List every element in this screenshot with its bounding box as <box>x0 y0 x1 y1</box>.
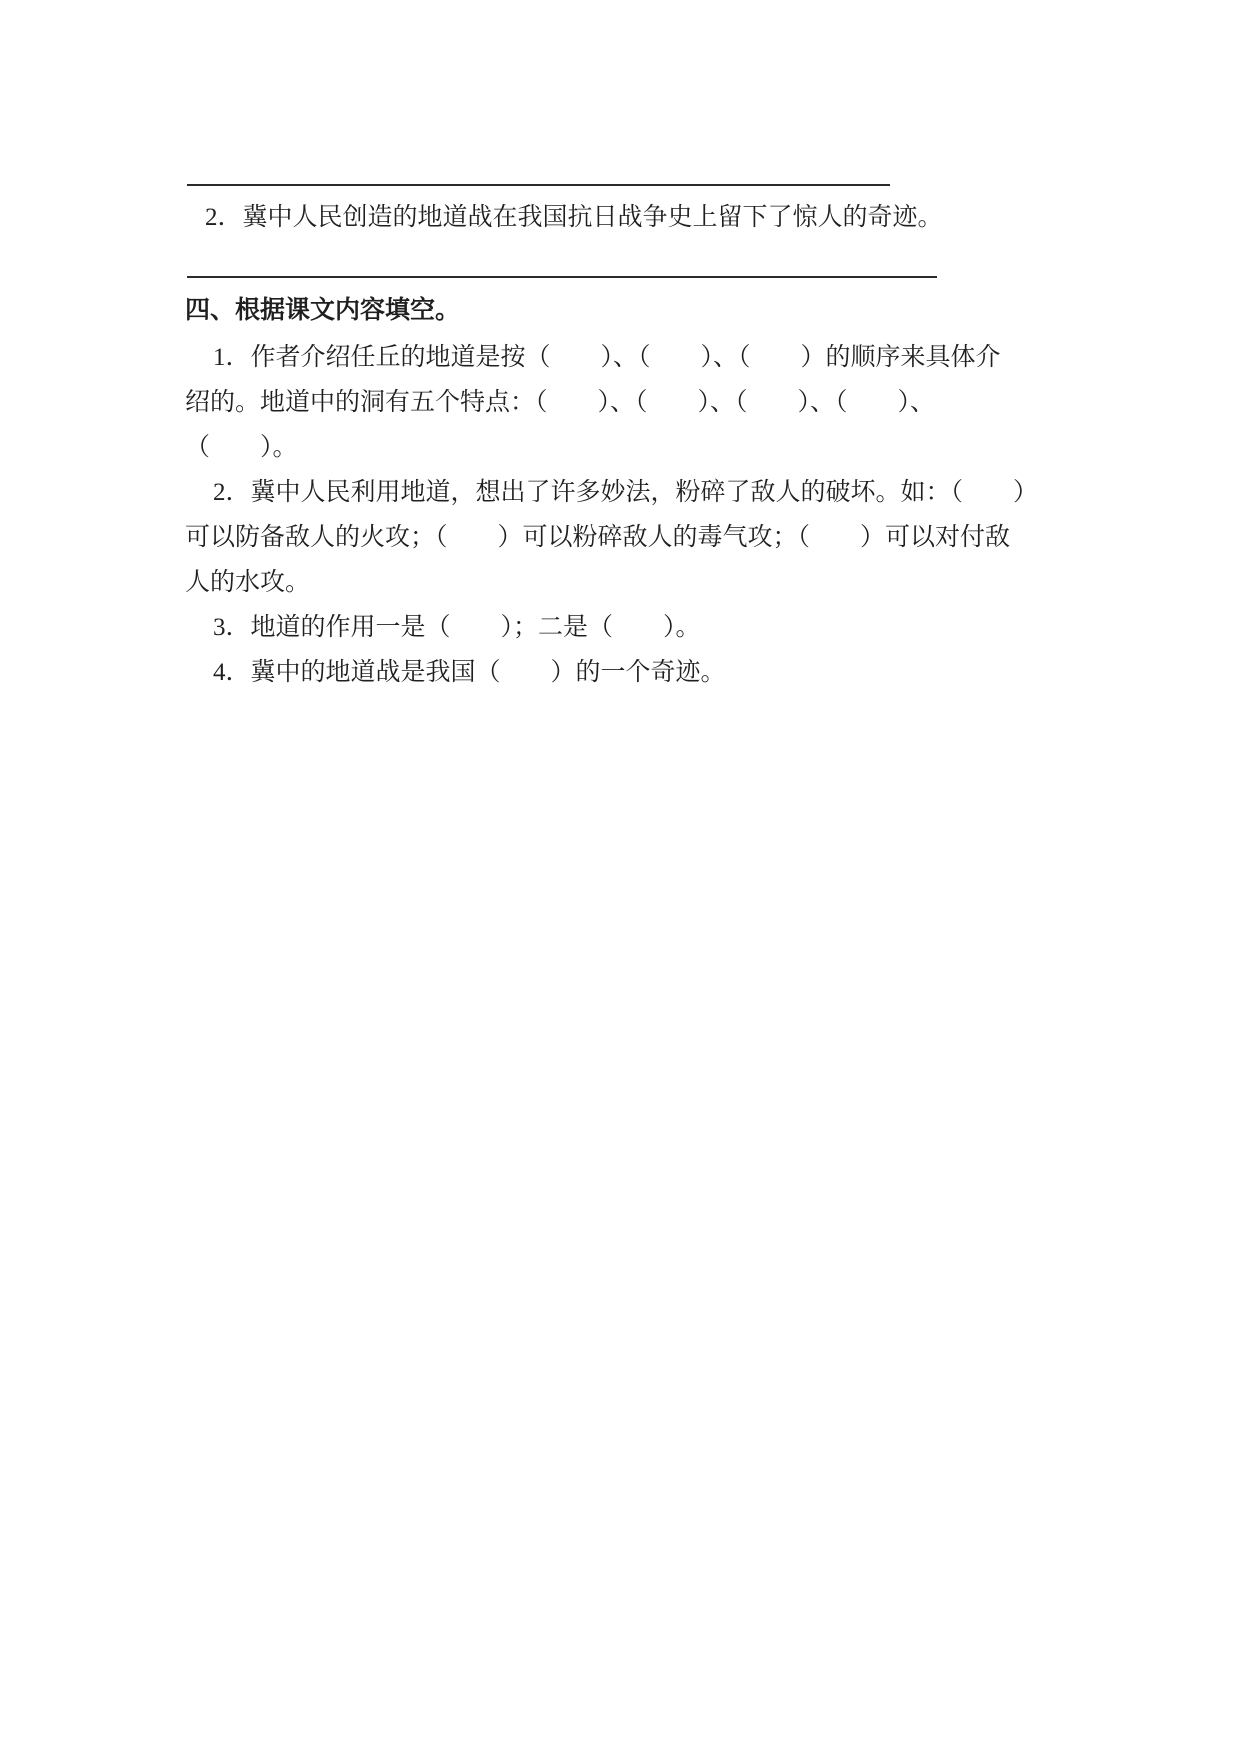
exercise-item-2-sentence: 2．冀中人民创造的地道战在我国抗日战争史上留下了惊人的奇迹。 <box>205 204 943 231</box>
question-4-line-1: 4．冀中的地道战是我国（ ）的一个奇迹。 <box>213 659 726 686</box>
question-2-line-1: 2．冀中人民利用地道，想出了许多妙法，粉碎了敌人的破坏。如：（ ） <box>213 479 1039 506</box>
question-1-line-2: 绍的。地道中的洞有五个特点：（ ）、（ ）、（ ）、（ ）、 <box>185 389 936 416</box>
question-3-line-1: 3．地道的作用一是（ ）；二是（ ）。 <box>213 614 701 641</box>
question-1-line-1: 1．作者介绍任丘的地道是按（ ）、（ ）、（ ）的顺序来具体介 <box>213 344 1001 371</box>
question-2-line-2: 可以防备敌人的火攻；（ ）可以粉碎敌人的毒气攻；（ ）可以对付敌 <box>185 524 1011 551</box>
question-1-line-3: （ ）。 <box>185 434 298 461</box>
answer-blank-line <box>187 276 937 278</box>
answer-blank-line <box>187 184 890 186</box>
section-four-heading: 四、根据课文内容填空。 <box>185 296 461 324</box>
question-2-line-3: 人的水攻。 <box>185 569 311 596</box>
